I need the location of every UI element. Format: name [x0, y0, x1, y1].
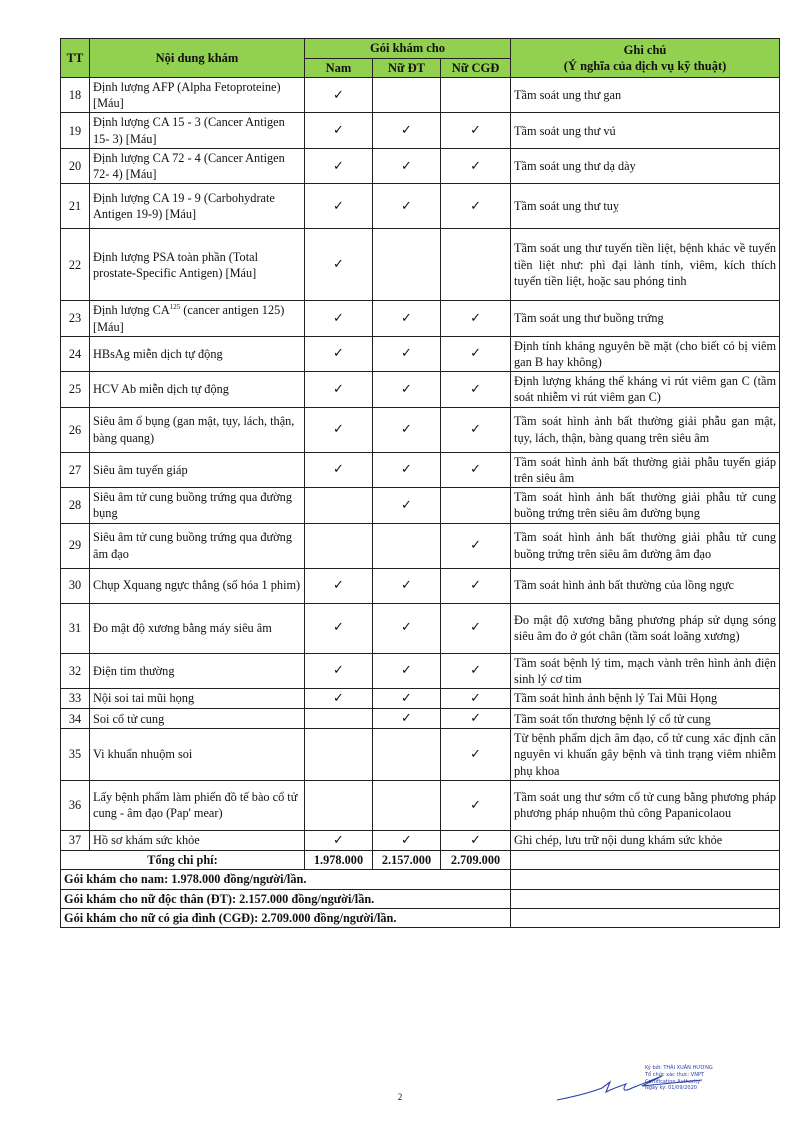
empty-cell — [305, 488, 373, 523]
check-icon: ✓ — [441, 113, 511, 148]
check-icon: ✓ — [373, 488, 441, 523]
table-row — [61, 184, 780, 229]
row-note: Đo mật độ xương bằng phương pháp sử dụng sóng siêu âm đo ở gót chân (tầm soát loãng xương) — [511, 603, 780, 653]
total-nam: 1.978.000 — [305, 851, 373, 870]
row-number: 27 — [61, 452, 90, 487]
table-row — [61, 301, 780, 336]
page-number: 2 — [397, 1092, 403, 1102]
row-note: Tầm soát tổn thương bệnh lý cổ tử cung — [511, 709, 780, 729]
row-number: 32 — [61, 653, 90, 688]
header-note-subtitle: (Ý nghĩa của dịch vụ kỹ thuật) — [563, 59, 727, 73]
row-note: Tầm soát ung thư buồng trứng — [511, 301, 780, 336]
check-icon: ✓ — [441, 780, 511, 830]
total-row — [61, 851, 780, 870]
table-row — [61, 488, 780, 523]
row-note: Từ bệnh phẩm dịch âm đạo, cổ tử cung xác định căn nguyên vi khuẩn gây bệnh và tình trạng viêm nhiễm phụ khoa — [511, 729, 780, 781]
row-number: 28 — [61, 488, 90, 523]
check-icon: ✓ — [441, 184, 511, 229]
header-nu-dt: Nữ ĐT — [373, 58, 441, 78]
empty-cell — [305, 709, 373, 729]
table-row — [61, 780, 780, 830]
check-icon: ✓ — [441, 709, 511, 729]
table-body — [61, 78, 780, 851]
row-content-text: (cancer antigen 125) [Máu] — [93, 303, 285, 334]
check-icon: ✓ — [305, 78, 373, 113]
row-number: 31 — [61, 603, 90, 653]
summary-note-empty — [511, 908, 780, 927]
table-row — [61, 603, 780, 653]
row-content: HCV Ab miễn dịch tự động — [90, 372, 305, 407]
row-content: HBsAg miễn dịch tự động — [90, 336, 305, 371]
row-number: 26 — [61, 407, 90, 452]
row-number: 34 — [61, 709, 90, 729]
row-note: Tầm soát bệnh lý tim, mạch vành trên hình ảnh điện sinh lý cơ tim — [511, 653, 780, 688]
empty-cell — [373, 229, 441, 301]
row-note: Tầm soát ung thư gan — [511, 78, 780, 113]
row-number: 30 — [61, 568, 90, 603]
empty-cell — [373, 523, 441, 568]
empty-cell — [305, 780, 373, 830]
check-icon: ✓ — [305, 407, 373, 452]
check-icon: ✓ — [305, 452, 373, 487]
total-nu-cgd: 2.709.000 — [441, 851, 511, 870]
header-note — [511, 39, 780, 78]
summary-nu-dt: Gói khám cho nữ độc thân (ĐT): 2.157.000 đồng/người/lần. — [61, 889, 511, 908]
row-note: Tầm soát ung thư tuyến tiền liệt, bệnh khác về tuyến tiền liệt như: phì đại lành tính, viêm, kích thích tuyến tiền liệt, hoặc sau phóng tinh — [511, 229, 780, 301]
table-row — [61, 229, 780, 301]
check-icon: ✓ — [441, 830, 511, 850]
empty-cell — [373, 780, 441, 830]
check-icon: ✓ — [441, 523, 511, 568]
row-note: Định lượng kháng thể kháng vi rút viêm gan C (tầm soát nhiễm vi rút viêm gan C) — [511, 372, 780, 407]
check-icon: ✓ — [373, 653, 441, 688]
check-icon: ✓ — [373, 452, 441, 487]
row-number: 20 — [61, 148, 90, 183]
check-icon: ✓ — [373, 301, 441, 336]
row-note: Tầm soát hình ảnh bất thường giải phẫu tử cung buồng trứng trên siêu âm đường bụng — [511, 488, 780, 523]
row-note: Ghi chép, lưu trữ nội dung khám sức khỏe — [511, 830, 780, 850]
check-icon: ✓ — [305, 229, 373, 301]
row-note: Tầm soát ung thư tuỵ — [511, 184, 780, 229]
row-note: Tầm soát hình ảnh bệnh lý Tai Mũi Họng — [511, 688, 780, 708]
check-icon: ✓ — [305, 603, 373, 653]
empty-cell — [373, 729, 441, 781]
check-icon: ✓ — [373, 709, 441, 729]
row-content: Đo mật độ xương bằng máy siêu âm — [90, 603, 305, 653]
check-icon: ✓ — [305, 336, 373, 371]
empty-cell — [305, 523, 373, 568]
check-icon: ✓ — [305, 688, 373, 708]
row-number: 36 — [61, 780, 90, 830]
row-note: Định tính kháng nguyên bề mặt (cho biết có bị viêm gan B hay không) — [511, 336, 780, 371]
exam-package-table — [60, 38, 780, 928]
row-note: Tầm soát ung thư vú — [511, 113, 780, 148]
table-row — [61, 78, 780, 113]
header-packages: Gói khám cho — [305, 39, 511, 59]
check-icon: ✓ — [441, 407, 511, 452]
row-content: Định lượng PSA toàn phần (Total prostate-Specific Antigen) [Máu] — [90, 229, 305, 301]
check-icon: ✓ — [441, 729, 511, 781]
empty-cell — [441, 488, 511, 523]
check-icon: ✓ — [441, 148, 511, 183]
check-icon: ✓ — [373, 830, 441, 850]
row-note: Tầm soát hình ảnh bất thường giải phẫu tử cung buồng trứng trên siêu âm đường âm đạo — [511, 523, 780, 568]
check-icon: ✓ — [441, 301, 511, 336]
total-label: Tổng chi phí: — [61, 851, 305, 870]
row-content: Siêu âm tử cung buồng trứng qua đường bụng — [90, 488, 305, 523]
row-number: 35 — [61, 729, 90, 781]
summary-note-empty — [511, 889, 780, 908]
check-icon: ✓ — [305, 372, 373, 407]
row-content: Lấy bệnh phẩm làm phiến đồ tế bào cổ tử cung - âm đạo (Pap' mear) — [90, 780, 305, 830]
total-note-empty — [511, 851, 780, 870]
row-content: Định lượng CA 15 - 3 (Cancer Antigen 15- 3) [Máu] — [90, 113, 305, 148]
check-icon: ✓ — [373, 336, 441, 371]
summary-nu-cgd: Gói khám cho nữ có gia đình (CGĐ): 2.709.000 đồng/người/lần. — [61, 908, 511, 927]
header-content: Nội dung khám — [90, 39, 305, 78]
check-icon: ✓ — [373, 372, 441, 407]
header-tt: TT — [61, 39, 90, 78]
row-number: 25 — [61, 372, 90, 407]
check-icon: ✓ — [373, 603, 441, 653]
table-row — [61, 729, 780, 781]
total-nu-dt: 2.157.000 — [373, 851, 441, 870]
table-row — [61, 452, 780, 487]
row-content: Siêu âm tử cung buồng trứng qua đường âm đạo — [90, 523, 305, 568]
check-icon: ✓ — [373, 113, 441, 148]
table-row — [61, 688, 780, 708]
check-icon: ✓ — [305, 830, 373, 850]
row-note: Tầm soát ung thư sớm cổ tử cung bằng phương pháp phương pháp nhuộm thủ công Papanicolaou — [511, 780, 780, 830]
summary-row — [61, 889, 780, 908]
table-row — [61, 568, 780, 603]
check-icon: ✓ — [305, 184, 373, 229]
row-number: 21 — [61, 184, 90, 229]
table-row — [61, 336, 780, 371]
row-content-superscript: 125 — [169, 303, 181, 312]
summary-note-empty — [511, 870, 780, 889]
check-icon: ✓ — [441, 603, 511, 653]
summary-row — [61, 870, 780, 889]
check-icon: ✓ — [305, 148, 373, 183]
row-content: Hồ sơ khám sức khỏe — [90, 830, 305, 850]
empty-cell — [441, 78, 511, 113]
check-icon: ✓ — [373, 148, 441, 183]
table-row — [61, 407, 780, 452]
row-number: 19 — [61, 113, 90, 148]
row-content: Điện tim thường — [90, 653, 305, 688]
header-nam: Nam — [305, 58, 373, 78]
check-icon: ✓ — [441, 336, 511, 371]
empty-cell — [305, 729, 373, 781]
check-icon: ✓ — [305, 653, 373, 688]
row-note: Tầm soát hình ảnh bất thường giải phẫu gan mật, tụy, lách, thận, bàng quang trên siêu âm — [511, 407, 780, 452]
row-content: Chụp Xquang ngực thẳng (số hóa 1 phim) — [90, 568, 305, 603]
check-icon: ✓ — [305, 301, 373, 336]
digital-signature-info — [645, 1065, 713, 1092]
row-content: Nội soi tai mũi họng — [90, 688, 305, 708]
check-icon: ✓ — [441, 688, 511, 708]
check-icon: ✓ — [373, 407, 441, 452]
row-number: 22 — [61, 229, 90, 301]
row-content: Định lượng CA 19 - 9 (Carbohydrate Antigen 19-9) [Máu] — [90, 184, 305, 229]
check-icon: ✓ — [373, 184, 441, 229]
empty-cell — [441, 229, 511, 301]
check-icon: ✓ — [305, 568, 373, 603]
row-note: Tầm soát ung thư dạ dày — [511, 148, 780, 183]
row-number: 24 — [61, 336, 90, 371]
table-row — [61, 372, 780, 407]
row-number: 23 — [61, 301, 90, 336]
empty-cell — [373, 78, 441, 113]
row-content: Định lượng CA 72 - 4 (Cancer Antigen 72- 4) [Máu] — [90, 148, 305, 183]
header-nu-cgd: Nữ CGĐ — [441, 58, 511, 78]
row-content-text: Định lượng CA — [93, 303, 170, 318]
row-content: Siêu âm ổ bụng (gan mật, tụy, lách, thận, bàng quang) — [90, 407, 305, 452]
check-icon: ✓ — [373, 688, 441, 708]
row-number: 18 — [61, 78, 90, 113]
row-content — [90, 301, 305, 336]
row-content: Siêu âm tuyến giáp — [90, 452, 305, 487]
signature-signer: Ký bởi: THÁI XUÂN HƯƠNG — [645, 1065, 713, 1071]
row-content: Vi khuẩn nhuộm soi — [90, 729, 305, 781]
table-row — [61, 830, 780, 850]
check-icon: ✓ — [441, 372, 511, 407]
row-note: Tầm soát hình ảnh bất thường giải phẫu tuyến giáp trên siêu âm — [511, 452, 780, 487]
table-row — [61, 113, 780, 148]
table-row — [61, 148, 780, 183]
signature-org: Tổ chức xác thực: VNPT — [645, 1071, 705, 1078]
table-row — [61, 523, 780, 568]
row-note: Tầm soát hình ảnh bất thường của lồng ngực — [511, 568, 780, 603]
row-number: 29 — [61, 523, 90, 568]
signature-authority: Certification Authority — [645, 1078, 701, 1085]
check-icon: ✓ — [305, 113, 373, 148]
header-note-title: Ghi chú — [623, 42, 667, 57]
table-row — [61, 709, 780, 729]
summary-row — [61, 908, 780, 927]
check-icon: ✓ — [373, 568, 441, 603]
check-icon: ✓ — [441, 452, 511, 487]
signature-date: Ngày ký: 01/09/2020 — [645, 1085, 697, 1092]
row-number: 33 — [61, 688, 90, 708]
check-icon: ✓ — [441, 568, 511, 603]
row-content: Soi cổ tử cung — [90, 709, 305, 729]
table-row — [61, 653, 780, 688]
summary-nam: Gói khám cho nam: 1.978.000 đồng/người/lần. — [61, 870, 511, 889]
row-number: 37 — [61, 830, 90, 850]
row-content: Định lượng AFP (Alpha Fetoproteine) [Máu] — [90, 78, 305, 113]
check-icon: ✓ — [441, 653, 511, 688]
